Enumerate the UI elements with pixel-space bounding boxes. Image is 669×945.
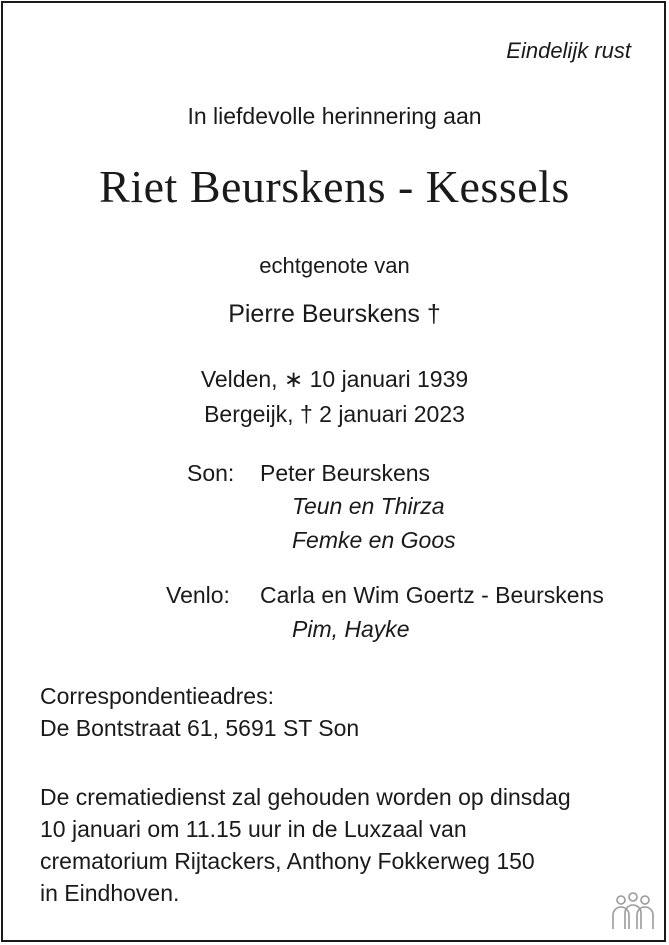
correspondence-label: Correspondentieadres:	[40, 683, 274, 709]
service-line: in Eindhoven.	[40, 880, 180, 906]
family-names-venlo: Carla en Wim Goertz - Beurskens	[260, 582, 604, 608]
family-child: Femke en Goos	[292, 527, 456, 553]
service-line: 10 januari om 11.15 uur in de Luxzaal van	[40, 816, 467, 842]
service-line: crematorium Rijtackers, Anthony Fokkerweg 150	[40, 848, 535, 874]
relation-label: echtgenote van	[259, 253, 410, 278]
service-line: De crematiedienst zal gehouden worden op dinsdag	[40, 784, 571, 810]
death-line: Bergeijk, † 2 januari 2023	[204, 401, 465, 427]
correspondence-block	[40, 680, 359, 744]
family-child: Teun en Thirza	[292, 493, 445, 519]
motto: Eindelijk rust	[506, 38, 631, 63]
intro-text: In liefdevolle herinnering aan	[187, 103, 482, 129]
deceased-name: Riet Beurskens - Kessels	[99, 161, 570, 212]
family-place-venlo: Venlo:	[166, 582, 230, 608]
family-names-son: Peter Beurskens	[260, 460, 431, 486]
family-child: Pim, Hayke	[292, 616, 410, 642]
correspondence-address: De Bontstraat 61, 5691 ST Son	[40, 715, 360, 741]
family-place-son: Son:	[187, 460, 235, 486]
spouse-name: Pierre Beurskens †	[228, 300, 441, 328]
birth-line: Velden, ∗ 10 januari 1939	[200, 366, 469, 392]
service-block	[40, 781, 571, 909]
people-group-icon	[609, 891, 657, 931]
